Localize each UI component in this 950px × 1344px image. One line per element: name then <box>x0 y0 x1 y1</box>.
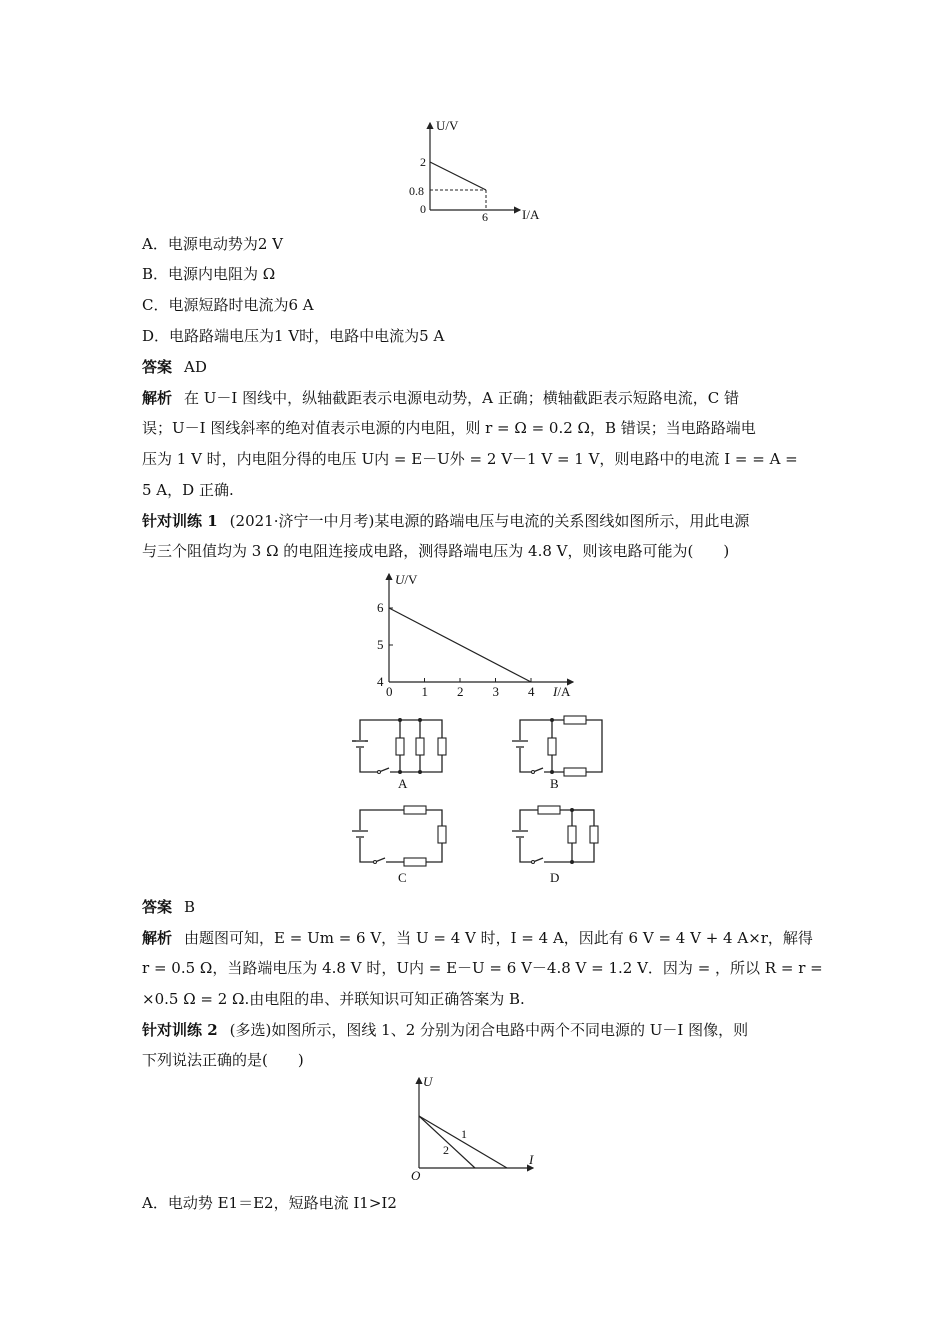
circuit-a <box>352 718 446 791</box>
last-option: A．电动势 E1＝E2，短路电流 I1>I2 <box>142 1194 397 1212</box>
option-a: A．电源电动势为2 V <box>142 235 283 253</box>
answer-label: 答案 <box>142 358 173 376</box>
drill-2-label: 针对训练 2 <box>142 1021 218 1039</box>
analysis-2-line-1 <box>142 928 813 948</box>
circuit-label-d: D <box>550 870 560 885</box>
circuit-label-b: B <box>550 776 559 791</box>
chart-x-tick-label: 0 <box>386 684 393 699</box>
circuit-label-c: C <box>398 870 407 885</box>
chart-y-label: U/V <box>395 572 418 587</box>
y-label: U <box>423 1074 433 1089</box>
origin: O <box>411 1168 421 1183</box>
analysis-2-line-3: ×0.5 Ω = 2 Ω.由电阻的串、并联知识可知正确答案为 B. <box>142 990 525 1008</box>
drill-2-text: (多选)如图所示，图线 1、2 分别为闭合电路中两个不同电源的 U－I 图像，则 <box>229 1021 749 1039</box>
tick-y-0.8: 0.8 <box>409 184 424 198</box>
answer-1 <box>142 357 207 377</box>
label-1: 1 <box>461 1127 467 1141</box>
circuit-diagrams <box>352 712 612 892</box>
answer-2 <box>142 897 195 917</box>
chart-y-tick-label: 6 <box>377 600 384 615</box>
x-label: I <box>529 1152 534 1167</box>
drill-2-line-1 <box>142 1020 748 1040</box>
circuit-label-a: A <box>398 776 408 791</box>
chart-x-tick-label: 2 <box>457 684 464 699</box>
option-c: C．电源短路时电流为6 A <box>142 296 314 314</box>
ui-chart <box>355 568 595 703</box>
option-b: B．电源内电阻为 Ω <box>142 265 276 283</box>
chart-x-tick-label: 4 <box>528 684 535 699</box>
option-d: D．电路路端电压为1 V时，电路中电流为5 A <box>142 327 445 345</box>
origin: 0 <box>420 202 426 216</box>
label-2: 2 <box>443 1143 449 1157</box>
analysis-1-line-4: 5 A，D 正确. <box>142 481 234 499</box>
analysis-1-line-1 <box>142 388 739 408</box>
drill-2-line-2: 下列说法正确的是( ) <box>142 1051 304 1069</box>
drill-1-label: 针对训练 1 <box>142 512 218 530</box>
x-label: I/A <box>522 207 540 222</box>
analysis-text: 在 U－I 图线中，纵轴截距表示电源电动势，A 正确；横轴截距表示短路电流，C 错 <box>184 389 739 407</box>
drill-1-line-2: 与三个阻值均为 3 Ω 的电阻连接成电路，测得路端电压为 4.8 V，则该电路可能为( ) <box>142 542 730 560</box>
circuit-b <box>512 716 602 791</box>
tick-x-6: 6 <box>482 210 488 224</box>
analysis-1-line-2: 误；U－I 图线斜率的绝对值表示电源的内电阻，则 r = Ω = 0.2 Ω，B 错误；当电路路端电 <box>142 419 756 437</box>
analysis-1-line-3: 压为 1 V 时，内电阻分得的电压 U内 = E－U外 = 2 V－1 V = 1 V，则电路中的电流 I = = A = <box>142 450 798 468</box>
analysis-label: 解析 <box>142 929 173 947</box>
circuit-c <box>352 806 446 885</box>
analysis-label: 解析 <box>142 389 173 407</box>
y-label: U/V <box>436 118 459 133</box>
analysis-2-line-2: r = 0.5 Ω，当路端电压为 4.8 V 时，U内 = E－U = 6 V－4.8 V = 1.2 V．因为 = ，所以 R = r = <box>142 959 823 977</box>
chart-series-line <box>389 608 531 682</box>
analysis-text: 由题图可知，E = Um = 6 V，当 U = 4 V 时，I = 4 A，因此有 6 V = 4 V + 4 A×r，解得 <box>184 929 813 947</box>
answer-value: B <box>184 898 196 916</box>
chart-x-tick-label: 3 <box>492 684 499 699</box>
answer-label: 答案 <box>142 898 173 916</box>
chart-y-tick-label: 4 <box>377 674 384 689</box>
line-1 <box>419 1116 507 1168</box>
chart-x-label: I/A <box>553 684 571 699</box>
tick-y-2: 2 <box>420 155 426 169</box>
graph-3 <box>405 1074 555 1184</box>
answer-value: AD <box>184 358 207 376</box>
graph-1-line <box>430 162 486 190</box>
line-2 <box>419 1116 475 1168</box>
drill-1-text: (2021·济宁一中月考)某电源的路端电压与电流的关系图线如图所示，用此电源 <box>229 512 750 530</box>
chart-y-tick-label: 5 <box>377 637 384 652</box>
drill-1-line-1 <box>142 511 749 531</box>
graph-1 <box>400 118 560 228</box>
circuit-d <box>512 806 598 885</box>
chart-x-tick-label: 1 <box>421 684 428 699</box>
